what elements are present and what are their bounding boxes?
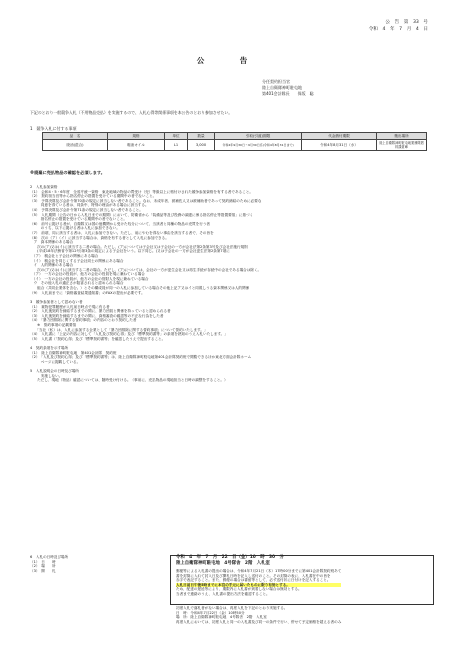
table-header: 数量: [188, 133, 215, 140]
table-header: 搬出場所: [377, 133, 427, 140]
section-line: （5） 入札書（「契約心得」及び「標準契約書等」を確認したうえで提出すること。: [30, 336, 166, 341]
section-line: （2） 「入札及び契約心得」及び「標準契約書等」は、陸上自衛隊神町駐屯地第401会計隊契約班で閲覧できるほか東北方面会計隊ホーム: [30, 355, 252, 360]
bid-date: 令和 4 年 7 月 22 日（金）10 時 30 分: [176, 555, 284, 560]
section-line: (平成18年法務省令第12号)第3条の規定による子会社をいう。以下同じ。)又は子会社の一方が会社更生法第2条第7項に: [30, 249, 230, 254]
section-4-contract-terms: [30, 346, 251, 364]
section-line: （1） 陸上自衛隊神町駐屯地 第401会計隊 契約班: [30, 350, 117, 355]
table-cell: 陸上自衛隊神町駐屯地業務隊燃料課倉庫: [377, 140, 427, 151]
section-line: （2） 契約担当官等から指名停止の措置を受けている期間中の者でないこと。: [30, 194, 157, 199]
section-line: （イ） 親会社を同じくする子会社同士の関係にある場合: [30, 258, 124, 263]
table-row: [43, 140, 427, 151]
section-line: （3） 入札後契約を締結するまでの間に、資格審査の確認等の不正な行為をした者: [30, 313, 164, 318]
box-line: 書を封筒に入れて封入日及び開札日時を記入し送付のこと。その封筒の表に、入札書在中の旨を: [176, 573, 331, 578]
rebid-line: 再度入札においては、初度入札と同一の入札書及び同一の条件で行い、併せて予定価格を超える者のみ: [176, 619, 342, 624]
table-header: 代金納付期限: [302, 133, 377, 140]
rebid-line: 場 所：陸上自衛隊神町駐屯地 4号隊舎 2階 入札室: [176, 615, 267, 620]
page-title: 公 告: [196, 56, 262, 65]
notice-warning: ※廃棄に売払物品の確認を必須します。: [30, 170, 105, 175]
section-line: （4） 入札書に「上記の内容に対して「入札及び契約心得」及び「標準契約書等」の条項を熟知のうえ入札いたします。」: [30, 332, 228, 337]
section-line: イ 人的関係のある場合: [30, 263, 74, 268]
rebid-line: 日 時：令和4年7月22日（金）10時50分: [176, 610, 245, 615]
issue-date: 令和 4 年 7 月 4 日: [368, 26, 428, 32]
section-line: のうち、以下に掲げる者は入札に参加できない。: [30, 226, 120, 231]
section-line: （1） 日 時: [30, 559, 56, 564]
section-line: 次の(ア)又は(イ)に該当する二者の場合。ただし、(ア)については、会社の一方が更生会社又は再生手続が存続中の会社である場合は除く。: [30, 267, 262, 272]
section-line: 5 入札説明会の日時及び場所: [30, 369, 80, 373]
table-cell: L1: [165, 140, 188, 151]
section-line: 実施しない。: [30, 373, 63, 378]
issue-number: 公 告 第 33 号: [385, 20, 428, 25]
section-line: 「当社（私）は、入札に参加する企業として「暴力団排除に関する誓約事項」について誓約いたします。」: [30, 327, 208, 332]
section-line: 2 入札参加資格: [30, 185, 58, 189]
box-line: 当者まで連絡のうえ、入札書の提出方法を確認すること。: [176, 591, 270, 596]
section-line: （4） 「暴力団排除に関する誓約事項」の内容のとおり契約した者: [30, 318, 137, 323]
section-line: ア 資本関係のある場合: [30, 240, 74, 245]
section-line: ウ その他入札の適正さが阻害されると認められる場合: [30, 281, 124, 286]
notice-header: [369, 20, 428, 33]
section-line: 指名停止の措置を受けている期間中の者でないこと。: [30, 217, 128, 222]
section-line: （2） 場 所: [30, 564, 56, 569]
table-header: 単位: [165, 133, 188, 140]
section-line: ※ 誓約事項の記載要領: [30, 322, 77, 327]
section-line: ただし、現地（物品）確認については、随時受け付ける。（事前に、売払物品の現地担当と日時の調整をすること。）: [30, 378, 228, 383]
section-line: （4） 予算決算及び会計令第71条の規定に該当しない者であること。: [30, 207, 143, 212]
items-table: [42, 132, 427, 151]
table-header: 規格: [108, 133, 165, 140]
table-cell: 廃油(混合): [43, 140, 108, 151]
section-line: 次の(ア)又は(イ)に該当する二者の場合。ただし、(ア)については子会社又は子会社の一方が会社法第2条第3号及び会社法施行規則: [30, 244, 248, 249]
section-line: （7） 前項、同に該当する者は、入札に参加できない。ただし、前にやむを得ない事由を該当する者で、その旨を: [30, 230, 214, 235]
section-line: （1） 会和4・5・6年度 全省庁統一資格 東北地域の物品の買受け（売）等級以上に格付けされた競争参加資格を有する者であること。: [30, 189, 253, 194]
rebid-line: 初度入札で落札者がない場合は、再度入札を下記のとおり実施する。: [176, 606, 288, 610]
section-line: （6） 前号に掲げる者が、自衛隊又は国の他機関から受けた処分について、当該者と同種の物品の売買を行う者: [30, 221, 211, 226]
issuer-line: 分任契約担当官: [262, 79, 290, 84]
table-cell: 令和4年8月31日（水）: [302, 140, 377, 151]
box-line: 赤字で表記すること。また、郵便の場合は書留等として、必ず送付状に日付けを記入すること。: [176, 578, 331, 583]
section-line: （3） 予算決算及び会計令第70条の規定に該当しない者であること。なお、未成年者、被補佐人又は被補助者であって契約締結のために必要な: [30, 198, 262, 203]
section-line: ページに掲載している。: [30, 359, 81, 364]
section-line: （5） 入札期間（公告の日から入札日までの期間）において、防衛省から「装備品等及び役務の調達に係る指名停止等措置要領」に基づく: [30, 212, 254, 217]
issuer-line: 第401会計隊長 保坂 聡: [262, 91, 314, 97]
issuer-line: 陸上自衛隊神町駐屯地: [262, 85, 302, 91]
section-line: 3 競争参加者として認めない者: [30, 300, 83, 304]
section-line: 組合（共同企業体を含む。）とその構成員が同一の入札に参加している場合その他上記ア又はイと同視しうる資本関係又は人的関係: [30, 286, 250, 291]
table-header: 引取(引渡)期限: [215, 133, 302, 140]
section-6-bid-schedule: [30, 555, 68, 573]
intro-text: 下記のとおり一般競争入札（不用物品売払）を実施するので、入札心得等関係事項を本公告のとおり参加させたい。: [30, 110, 233, 115]
table-header-row: [43, 133, 427, 140]
section-1-heading: 1 競争入札に付する事項: [30, 126, 77, 131]
bid-instructions: [176, 569, 341, 597]
table-cell: 軽油オイル: [108, 140, 165, 151]
section-line: 同意を得ている者は、同条中、特別の理由がある場合に該当する。: [30, 203, 149, 208]
box-line: ため、配達の遅延等により、期限内に入札書が到着しない場合は無効とする。: [176, 587, 302, 592]
section-line: （イ） 一方の会社の役員が、他方の会社の管財人を現に兼ねている場合: [30, 276, 149, 281]
table-cell: 令和4年9月30日〜9月30日迄(令和4年8月31日まで): [215, 140, 302, 151]
issuer-block: [262, 79, 314, 98]
section-line: （8） 次の（ア）（イ）に該当する場合は、資格を有する者として入札に参加できる。: [30, 235, 169, 240]
section-line: （ア） 親会社と子会社の関係にある場合: [30, 253, 99, 258]
section-line: 4 契約条項を示す場所: [30, 346, 69, 350]
section-5-briefing: [30, 369, 228, 383]
highlighted-deadline: 入札日前日午後5時までに本官の手元に届いたものに限り有効とする。: [176, 583, 341, 588]
section-line: 6 入札の日時及び場所: [30, 555, 69, 559]
table-header: 品 名: [43, 133, 108, 140]
section-3-excluded: [30, 300, 228, 341]
section-line: （ア） 一方の会社の役員が、他方の会社の役員を現に兼ねている場合: [30, 272, 145, 277]
bid-place: 陸上自衛隊神町駐屯地 4号隊舎 2階 入札室: [176, 561, 270, 566]
section-line: （9） 入札前までに「資格審査結果通知書」のFAXの提出が必要です。: [30, 290, 145, 295]
rebid-info: [176, 606, 341, 624]
section-line: （3） 開 札: [30, 568, 56, 573]
section-line: （2） 入札後契約を締結するまでの間に、暴力団員と関係を持っていると認められる者: [30, 309, 171, 314]
section-line: （1） 薬物犯罪履歴が入札前日時点で現に有る者: [30, 304, 110, 309]
section-2-eligibility: [30, 185, 261, 295]
box-line: 郵便等による入札書の提出の場合は、令和4年7月21日（木）17時00分までに第401会計隊契約班あて: [176, 569, 342, 573]
table-cell: 3,000: [188, 140, 215, 151]
